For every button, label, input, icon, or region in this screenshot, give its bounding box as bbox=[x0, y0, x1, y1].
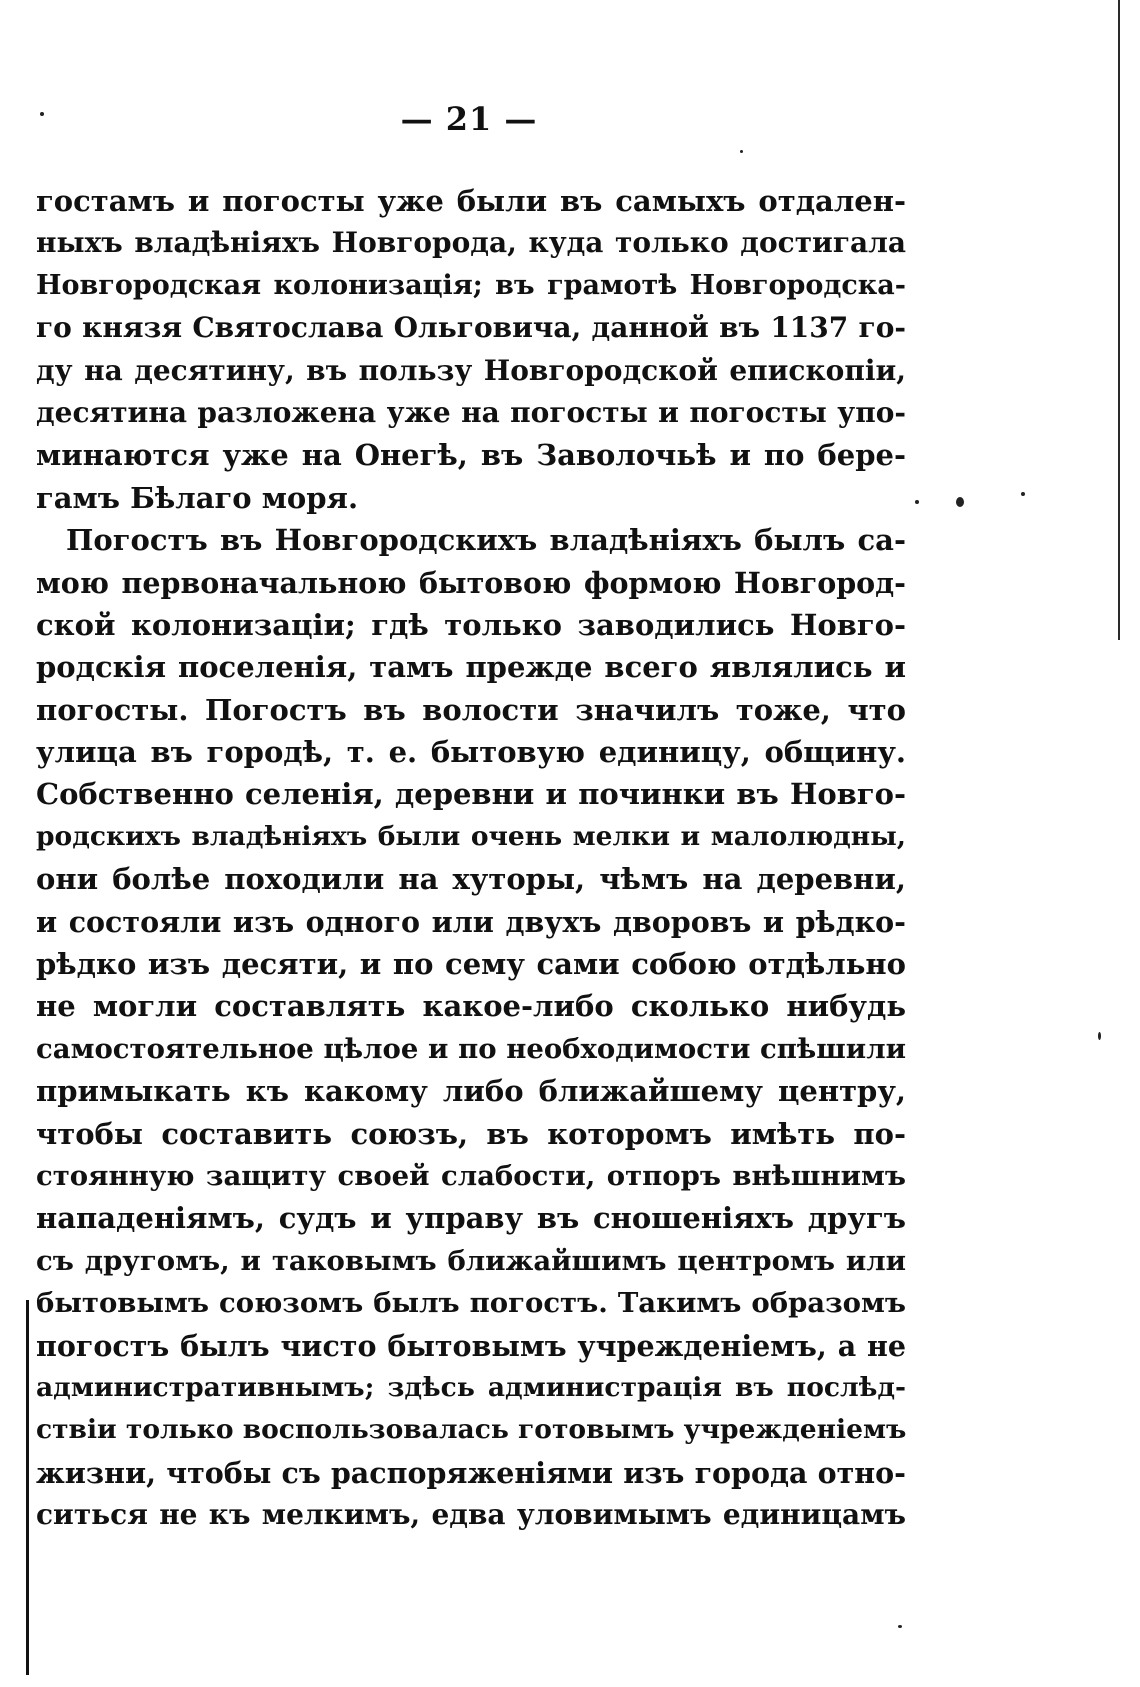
text-line: улица въ городѣ, т. е. бытовую единицу, общину. bbox=[36, 735, 906, 770]
text-line: ской колонизаціи; гдѣ только заводились Новго- bbox=[36, 607, 906, 642]
paragraph-start-line: Погостъ въ Новгородскихъ владѣніяхъ былъ са- bbox=[66, 523, 906, 558]
text-line: бытовымъ союзомъ былъ погостъ. Такимъ образомъ bbox=[36, 1287, 906, 1320]
text-line: гамъ Бѣлаго моря. bbox=[36, 480, 359, 515]
scan-margin-line bbox=[26, 1300, 29, 1675]
scan-speck bbox=[915, 500, 919, 504]
text-line: примыкать къ какому либо ближайшему центру, bbox=[36, 1074, 906, 1109]
text-line: Новгородская колонизація; въ грамотѣ Новгородска- bbox=[36, 269, 906, 301]
text-line: административнымъ; здѣсь администрація въ послѣд- bbox=[36, 1371, 906, 1403]
text-line: го князя Святослава Ольговича, данной въ 1137 го- bbox=[36, 311, 906, 345]
text-line: стоянную защиту своей слабости, отпоръ внѣшнимъ bbox=[36, 1159, 906, 1192]
text-line: рѣдко изъ десяти, и по сему сами собою отдѣльно bbox=[36, 947, 906, 982]
text-line: родскихъ владѣніяхъ были очень мелки и малолюдны, bbox=[36, 820, 906, 852]
text-line: они болѣе походили на хуторы, чѣмъ на деревни, bbox=[36, 862, 906, 897]
text-line: мою первоначальною бытовою формою Новгород- bbox=[36, 565, 906, 600]
page-number: — 21 — bbox=[400, 100, 538, 138]
text-line: ствіи только воспользовалась готовымъ учрежденіемъ bbox=[36, 1414, 906, 1446]
text-line: нападеніямъ, судъ и управу въ сношеніяхъ другъ bbox=[36, 1201, 906, 1236]
text-line: самостоятельное цѣлое и по необходимости спѣшили bbox=[36, 1032, 906, 1065]
scan-speck bbox=[740, 150, 743, 153]
scan-speck bbox=[1098, 1032, 1101, 1040]
text-line: Собственно селенія, деревни и починки въ Новго- bbox=[36, 777, 906, 812]
scan-edge-line bbox=[1118, 0, 1120, 640]
text-line: погосты. Погостъ въ волости значилъ тоже, что bbox=[36, 692, 906, 727]
scan-speck bbox=[898, 1625, 902, 1628]
text-line: десятина разложена уже на погосты и погосты упо- bbox=[36, 395, 906, 429]
scan-speck bbox=[1021, 492, 1025, 496]
text-line: и состояли изъ одного или двухъ дворовъ и рѣдко- bbox=[36, 904, 906, 939]
text-line: минаются уже на Онегѣ, въ Заволочьѣ и по бере- bbox=[36, 438, 906, 473]
scan-speck bbox=[956, 497, 964, 507]
text-line: гостамъ и погосты уже были въ самыхъ отдален- bbox=[36, 184, 906, 218]
text-line: ду на десятину, въ пользу Новгородской епископіи, bbox=[36, 353, 906, 387]
text-line: ныхъ владѣніяхъ Новгорода, куда только достигала bbox=[36, 226, 906, 260]
text-line: погостъ былъ чисто бытовымъ учрежденіемъ, а не bbox=[36, 1328, 906, 1363]
text-line: жизни, чтобы съ распоряженіями изъ города отно- bbox=[36, 1455, 906, 1490]
text-line: съ другомъ, и таковымъ ближайшимъ центромъ или bbox=[36, 1244, 906, 1277]
text-line: родскія поселенія, тамъ прежде всего являлись и bbox=[36, 650, 906, 685]
text-line: ситься не къ мелкимъ, едва уловимымъ единицамъ bbox=[36, 1498, 906, 1532]
text-line: чтобы составить союзъ, въ которомъ имѣть по- bbox=[36, 1116, 906, 1151]
body-text bbox=[36, 180, 906, 1537]
text-line: не могли составлять какое-либо сколько нибудь bbox=[36, 989, 906, 1024]
